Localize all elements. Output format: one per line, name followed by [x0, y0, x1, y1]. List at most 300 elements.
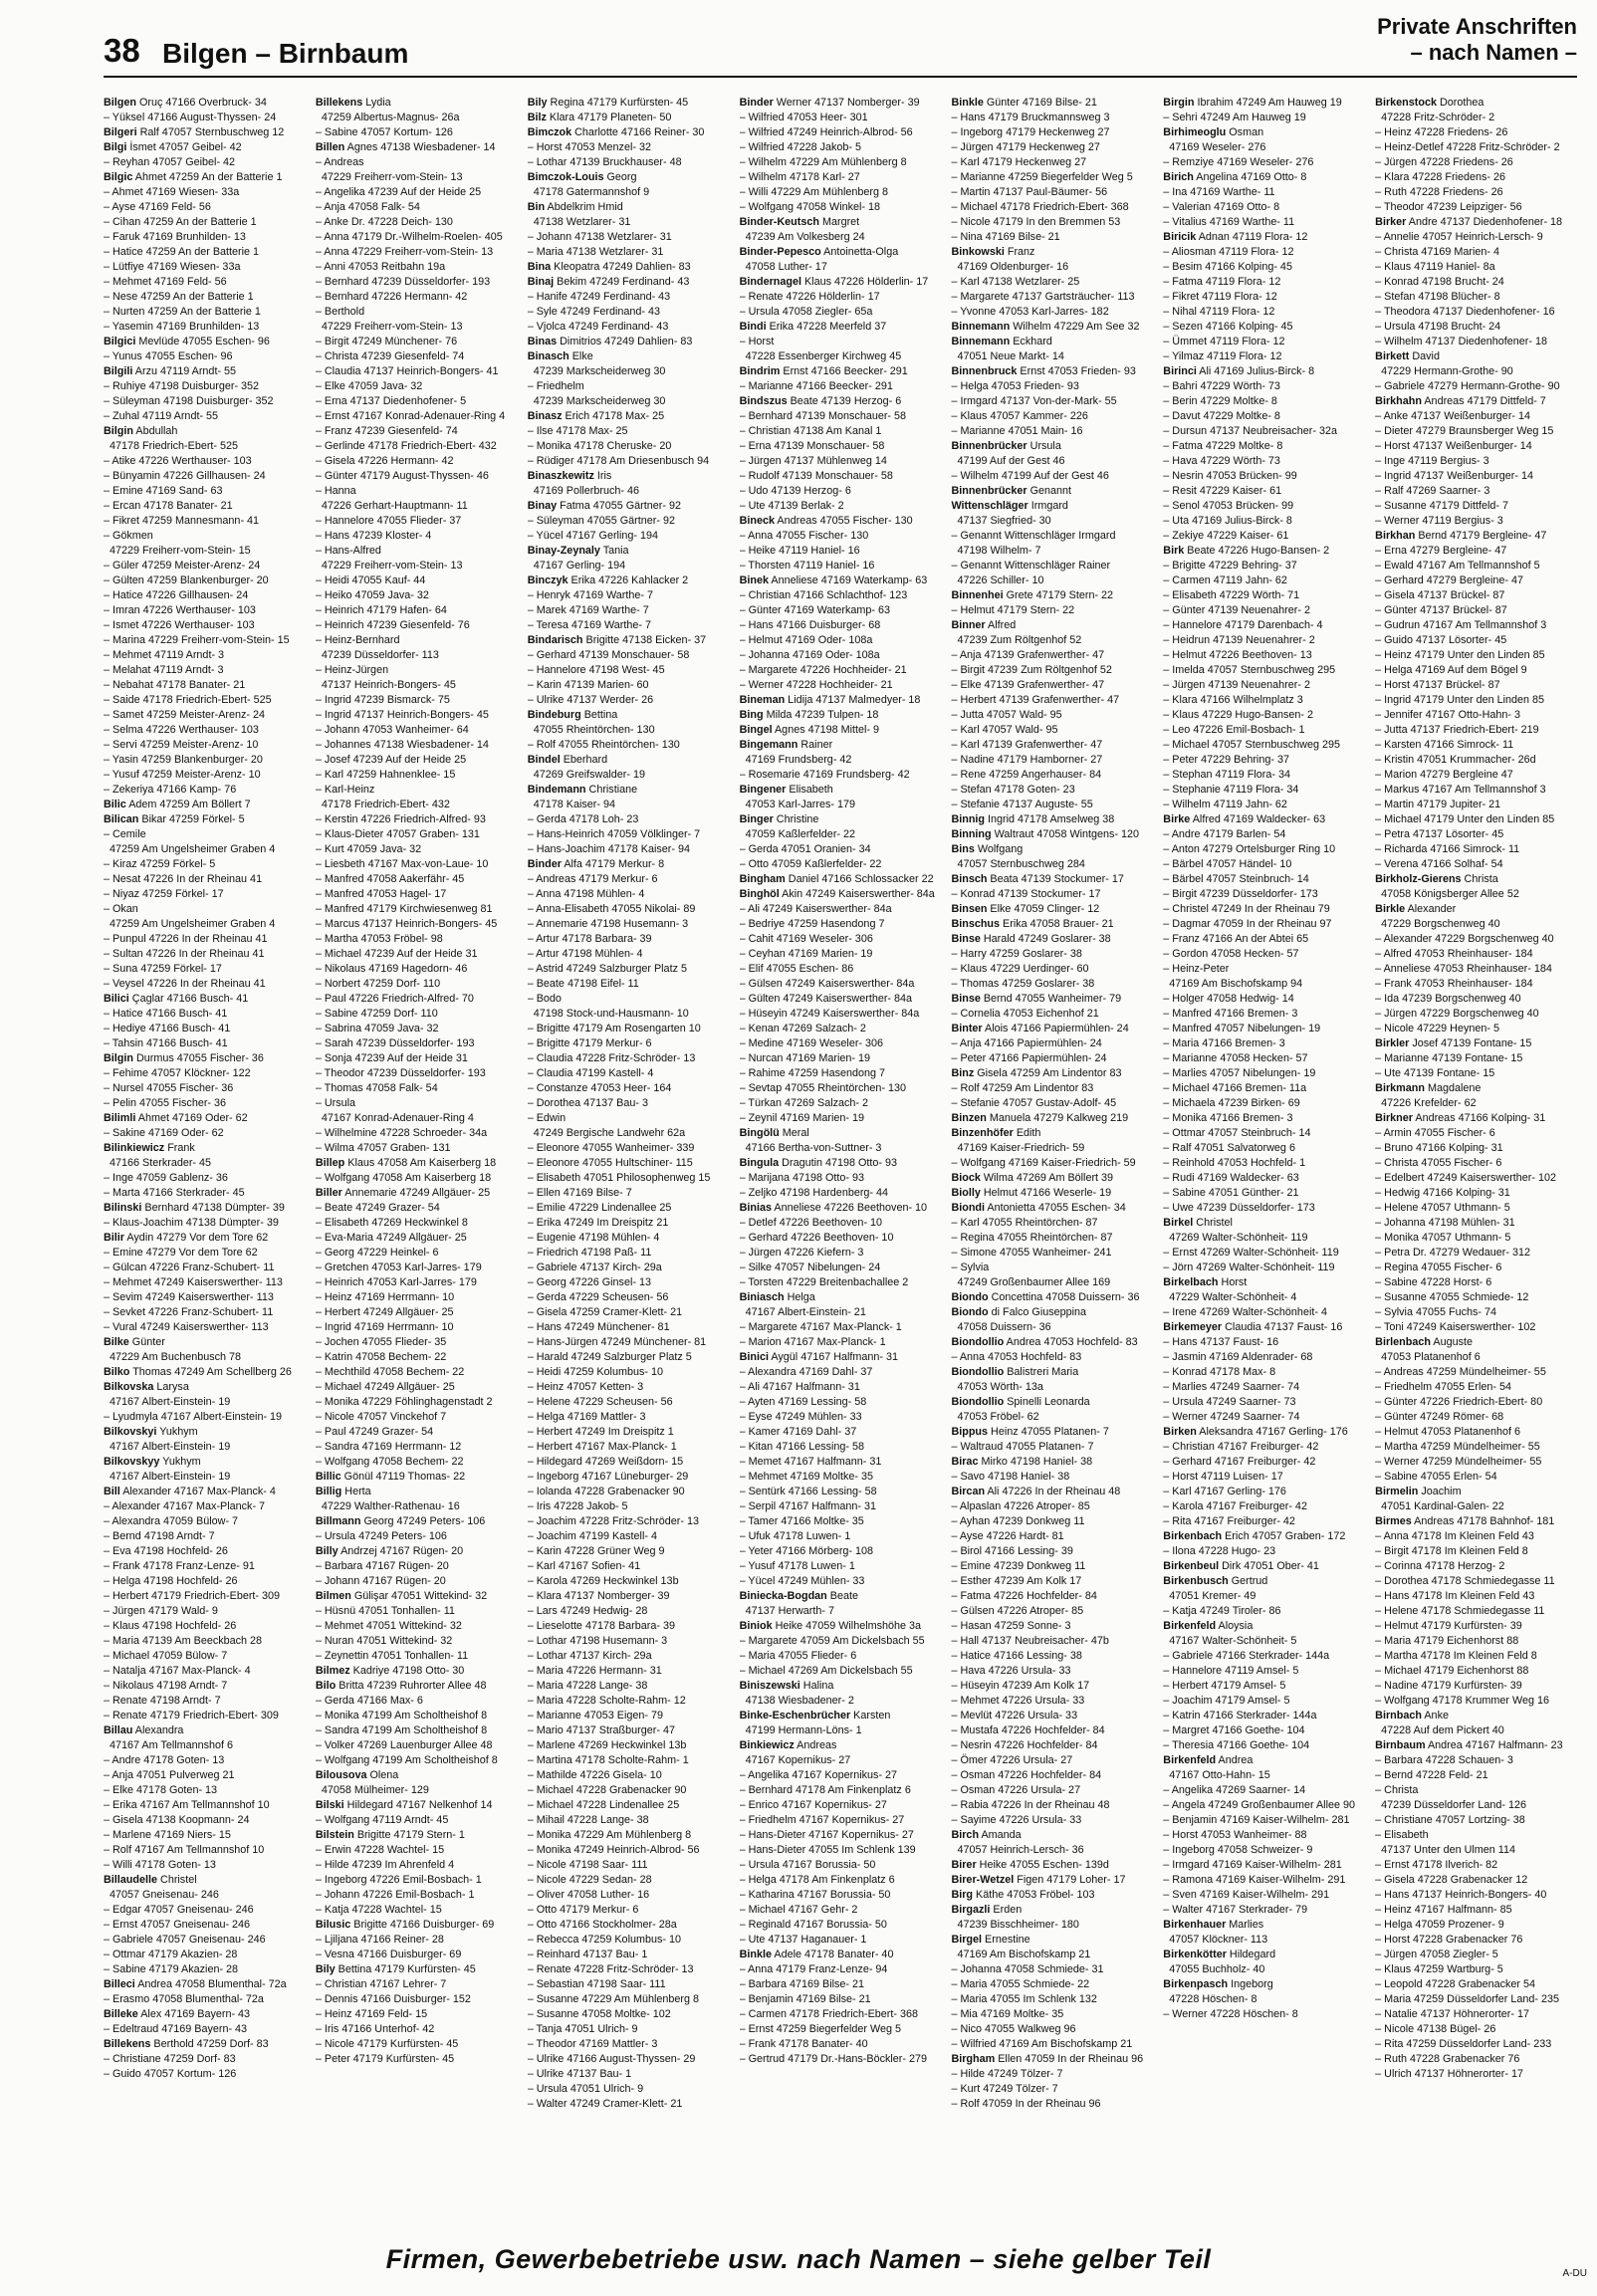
directory-entry: Bilkovska Larysa [104, 1381, 189, 1393]
directory-entry: – Andre 47179 Barlen- 54 [1163, 828, 1286, 840]
directory-entry: 47269 Walter-Schönheit- 119 [1169, 1232, 1308, 1244]
directory-entry: – Imran 47226 Werthauser- 103 [104, 604, 256, 616]
directory-entry: – Harry 47259 Goslarer- 38 [951, 948, 1082, 960]
directory-entry: Birkle Alexander [1375, 903, 1457, 915]
directory-entry: – Süleyman 47198 Duisburger- 352 [104, 395, 274, 407]
directory-entry: – Willi 47178 Goten- 13 [104, 1859, 216, 1871]
directory-entry: – Ottmar 47179 Akazien- 28 [104, 1949, 238, 1960]
directory-entry: Birkenbeul Dirk 47051 Ober- 41 [1163, 1560, 1319, 1572]
directory-entry: – Natalie 47137 Höhnerorter- 17 [1375, 2008, 1530, 2020]
directory-entry: – Konrad 47178 Max- 8 [1163, 1366, 1276, 1378]
directory-entry: Biock Wilma 47269 Am Böllert 39 [951, 1172, 1114, 1184]
directory-entry: – Annemarie 47198 Husemann- 3 [527, 918, 689, 930]
footer-note: Firmen, Gewerbebetriebe usw. nach Namen – siehe gelber Teil [385, 2244, 1212, 2274]
directory-entry: – Genannt Wittenschläger Rainer [951, 560, 1111, 572]
directory-entry: – Konrad 47198 Brucht- 24 [1375, 276, 1504, 288]
directory-entry: Birkhan Bernd 47179 Bergleine- 47 [1375, 530, 1547, 542]
directory-entry: – Karl-Heinz [315, 784, 375, 796]
directory-entry: Biniasch Helga [739, 1291, 815, 1303]
directory-entry: – Hans 47249 Münchener- 81 [527, 1321, 670, 1333]
directory-entry: – Ina 47169 Warthe- 11 [1163, 186, 1275, 198]
directory-entry: 47058 Mülheimer- 129 [321, 1784, 429, 1796]
directory-entry: Birkelbach Horst [1163, 1276, 1248, 1288]
directory-entry: – Susanne 47058 Moltke- 102 [527, 2008, 671, 2020]
directory-entry: – Ursula 47167 Borussia- 50 [739, 1859, 876, 1871]
directory-entry: 47229 Am Buchenbusch 78 [110, 1351, 242, 1363]
directory-entry: Bin Abdelkrim Hmid [527, 201, 623, 213]
directory-entry: – Werner 47119 Bergius- 3 [1375, 515, 1503, 527]
directory-entry: – Hans 47166 Duisburger- 68 [739, 619, 881, 631]
directory-entry: – Nesat 47226 In der Rheinau 41 [104, 873, 263, 885]
directory-entry: – Klaus 47259 Wartburg- 5 [1375, 1963, 1503, 1975]
directory-entry: 47226 Krefelder- 62 [1381, 1097, 1477, 1109]
directory-entry: – Ruth 47228 Friedens- 26 [1375, 186, 1503, 198]
directory-entry: – Bernd 47228 Feld- 21 [1375, 1769, 1488, 1781]
directory-entry: – Heinz-Peter [1163, 963, 1230, 975]
directory-entry: – Nico 47055 Walkweg 96 [951, 2023, 1076, 2035]
directory-entry: – Ramona 47169 Kaiser-Wilhelm- 291 [1163, 1874, 1346, 1886]
directory-entry: Binkowski Franz [951, 246, 1035, 258]
directory-entry: – Friedhelm 47055 Erlen- 54 [1375, 1381, 1511, 1393]
directory-entry: – Erika 47167 Am Tellmannshof 10 [104, 1799, 270, 1811]
directory-entry: – Karl 47179 Heckenweg 27 [951, 156, 1087, 168]
directory-entry: – Henryk 47169 Warthe- 7 [527, 589, 653, 601]
directory-entry: 47239 Düsseldorfer Land- 126 [1381, 1799, 1527, 1811]
directory-entry: – Christa 47239 Giesenfeld- 74 [315, 350, 465, 362]
directory-entry: – Eleonore 47055 Hultschiner- 115 [527, 1157, 693, 1169]
directory-entry: – Vural 47249 Kaiserswerther- 113 [104, 1321, 269, 1333]
directory-entry: 47051 Kremer- 49 [1169, 1590, 1256, 1602]
directory-entry: – Hans-Alfred [315, 545, 381, 557]
directory-entry: – Claudia 47199 Kastell- 4 [527, 1067, 654, 1079]
directory-entry: – Ingrid 47137 Weißenburger- 14 [1375, 470, 1534, 482]
directory-entry: – Markus 47167 Am Tellmannshof 3 [1375, 784, 1546, 796]
directory-entry: Birhimeoglu Osman [1163, 126, 1264, 138]
directory-entry: – Wilhelm 47119 Jahn- 62 [1163, 799, 1287, 810]
directory-entry: – Ralf 47051 Salvatorweg 6 [1163, 1142, 1295, 1154]
directory-entry: 47199 Auf der Gest 46 [957, 455, 1065, 467]
directory-entry: 47057 Heinrich-Lersch- 36 [957, 1844, 1084, 1856]
directory-entry: Binaj Bekim 47249 Ferdinand- 43 [527, 276, 690, 288]
directory-entry: – Dennis 47166 Duisburger- 152 [315, 1993, 471, 2005]
directory-entry: Birkel Christel [1163, 1217, 1233, 1229]
directory-entry: 47167 Kopernikus- 27 [745, 1754, 851, 1766]
directory-entry: 47249 Großenbaumer Allee 169 [957, 1276, 1111, 1288]
directory-entry: – Eva-Maria 47249 Allgäuer- 25 [315, 1232, 467, 1244]
directory-entry: – Heinz-Jürgen [315, 664, 389, 676]
directory-entry: – Stephanie 47119 Flora- 34 [1163, 784, 1299, 796]
directory-entry: – Zeynettin 47051 Tonhallen- 11 [315, 1650, 469, 1662]
directory-entry: – Helmut 47053 Platanenhof 6 [1375, 1426, 1521, 1438]
directory-entry: – Ruhiye 47198 Duisburger- 352 [104, 380, 260, 392]
directory-entry: – Wilhelmine 47228 Schroeder- 34a [315, 1127, 488, 1139]
directory-entry: Binias Anneliese 47226 Beethoven- 10 [739, 1202, 928, 1214]
directory-entry: Biricik Adnan 47119 Flora- 12 [1163, 231, 1308, 243]
directory-entry: – Marion 47279 Bergleine 47 [1375, 769, 1513, 781]
directory-entry: – Hannelore 47179 Darenbach- 4 [1163, 619, 1323, 631]
directory-entry: Birgham Ellen 47059 In der Rheinau 96 [951, 2053, 1144, 2065]
directory-entry: Binnenbrücker Genannt [951, 485, 1072, 497]
directory-entry: Biondo di Falco Giuseppina [951, 1306, 1087, 1318]
directory-entry: – Helga 47053 Frieden- 93 [951, 380, 1079, 392]
directory-entry: – Ingrid 47239 Bismarck- 75 [315, 694, 450, 706]
directory-entry: – Karl 47139 Grafenwerther- 47 [951, 739, 1103, 751]
directory-entry: Bilinkiewicz Frank [104, 1142, 195, 1154]
directory-entry: – Iolanda 47228 Grabenacker 90 [527, 1486, 685, 1497]
directory-entry: – Kerstin 47226 Friedrich-Alfred- 93 [315, 813, 486, 825]
directory-entry: – Lütfiye 47169 Wiesen- 33a [104, 261, 241, 273]
directory-entry: – Anna 47053 Hochfeld- 83 [951, 1351, 1082, 1363]
directory-entry: – Anna-Elisabeth 47055 Nikolai- 89 [527, 903, 696, 915]
directory-entry: – Mehmet 47249 Kaiserswerther- 113 [104, 1276, 283, 1288]
directory-entry: – Manfred 47058 Aakerfähr- 45 [315, 873, 465, 885]
directory-entry: Biniok Heike 47059 Wilhelmshöhe 3a [739, 1620, 922, 1632]
directory-entry: – Marlene 47269 Heckwinkel 13b [527, 1739, 687, 1751]
directory-entry: – Hans 47137 Faust- 16 [1163, 1336, 1279, 1348]
directory-entry: – Christa [1375, 1784, 1419, 1796]
directory-entry: Bindemann Christiane [527, 784, 638, 796]
directory-entry: – Herbert 47249 Im Dreispitz 1 [527, 1426, 674, 1438]
directory-entry: Bilic Adem 47259 Am Böllert 7 [104, 799, 251, 810]
directory-entry: Bilimli Ahmet 47169 Oder- 62 [104, 1112, 248, 1124]
directory-entry: – Anja 47058 Falk- 54 [315, 201, 420, 213]
directory-entry: – Remziye 47169 Weseler- 276 [1163, 156, 1314, 168]
directory-entry: – Wolfgang 47169 Kaiser-Friedrich- 59 [951, 1157, 1136, 1169]
directory-entry: – Monika 47229 Am Mühlenberg 8 [527, 1829, 692, 1841]
directory-entry: Bilici Çaglar 47166 Busch- 41 [104, 993, 249, 1005]
directory-entry: – Barbara 47167 Rügen- 20 [315, 1560, 449, 1572]
directory-entry: – Anna 47179 Franz-Lenze- 94 [739, 1963, 888, 1975]
directory-entry: 47229 Freiherr-vom-Stein- 15 [110, 545, 251, 557]
directory-entry: – Rudolf 47139 Monschauer- 58 [739, 470, 893, 482]
directory-entry: – Vitalius 47169 Warthe- 11 [1163, 216, 1295, 228]
directory-entry: – Walter 47249 Cramer-Klett- 21 [527, 2098, 683, 2110]
directory-entry: 47259 Albertus-Magnus- 26a [321, 112, 460, 123]
directory-entry: Binse Harald 47249 Goslarer- 38 [951, 933, 1111, 945]
directory-entry: – Josef 47239 Auf der Heide 25 [315, 754, 467, 766]
directory-entry: – Marion 47167 Max-Planck- 1 [739, 1336, 886, 1348]
directory-entry: – Rosemarie 47169 Frundsberg- 42 [739, 769, 910, 781]
directory-entry: – Bernhard 47139 Monschauer- 58 [739, 410, 907, 422]
directory-entry: Biondollio Spinelli Leonarda [951, 1396, 1090, 1408]
directory-entry: Bippus Heinz 47055 Platanen- 7 [951, 1426, 1109, 1438]
directory-entry: – Armin 47055 Fischer- 6 [1375, 1127, 1495, 1139]
directory-entry: Binzenhöfer Edith [951, 1127, 1041, 1139]
directory-entry: – Jochen 47055 Flieder- 35 [315, 1336, 447, 1348]
directory-entry: – Yücel 47249 Mühlen- 33 [739, 1575, 865, 1587]
directory-entry: 47269 Greifswalder- 19 [533, 769, 645, 781]
directory-entry: 47239 Markscheiderweg 30 [533, 395, 666, 407]
directory-entry: – Horst 47053 Wanheimer- 88 [1163, 1829, 1307, 1841]
directory-entry: – Sabine 47055 Erlen- 54 [1375, 1471, 1497, 1483]
directory-entry: – Davut 47229 Moltke- 8 [1163, 410, 1280, 422]
directory-entry: 47057 Klöckner- 113 [1169, 1934, 1268, 1946]
directory-entry: – Klaus 47119 Haniel- 8a [1375, 261, 1495, 273]
directory-entry: – Ernst 47269 Walter-Schönheit- 119 [1163, 1247, 1339, 1259]
directory-entry: Birkhahn Andreas 47179 Dittfeld- 7 [1375, 395, 1546, 407]
directory-entry: – Christa 47055 Fischer- 6 [1375, 1157, 1502, 1169]
directory-entry: – Hatice 47166 Lessing- 38 [951, 1650, 1082, 1662]
directory-entry: – Elisabeth [1375, 1829, 1429, 1841]
directory-entry: Bilo Britta 47239 Ruhrorter Allee 48 [315, 1680, 487, 1692]
directory-entry: – Michaela 47239 Birken- 69 [1163, 1097, 1300, 1109]
footer-code: A-DU [1562, 2268, 1587, 2279]
directory-entry: – Ellen 47169 Bilse- 7 [527, 1187, 632, 1199]
directory-entry: – Marianne 47053 Eigen- 79 [527, 1710, 663, 1722]
directory-entry: – Emilie 47229 Lindenallee 25 [527, 1202, 672, 1214]
directory-entry: – Ernst 47178 Ilverich- 82 [1375, 1859, 1498, 1871]
directory-entry: – Jörn 47269 Walter-Schönheit- 119 [1163, 1262, 1335, 1273]
directory-entry: Birkholz-Gierens Christa [1375, 873, 1498, 885]
directory-entry: – Martha 47053 Fröbel- 98 [315, 933, 443, 945]
directory-entry: Biondo Concettina 47058 Duissern- 36 [951, 1291, 1140, 1303]
directory-entry: 47239 Zum Röltgenhof 52 [957, 634, 1082, 646]
directory-entry: 47169 Oldenburger- 16 [957, 261, 1069, 273]
directory-entry: Binnemann Eckhard [951, 336, 1052, 347]
directory-entry: Bing Milda 47239 Tulpen- 18 [739, 709, 879, 721]
directory-entry: – Ernst 47259 Biegerfelder Weg 5 [739, 2023, 902, 2035]
directory-entry: 47167 Otto-Hahn- 15 [1169, 1769, 1270, 1781]
directory-entry: – Senol 47053 Brücken- 99 [1163, 500, 1294, 512]
directory-entry: – Ulrike 47137 Werder- 26 [527, 694, 654, 706]
directory-entry: – Ahmet 47169 Wiesen- 33a [104, 186, 240, 198]
directory-entry: 47169 Am Bischofskamp 21 [957, 1949, 1091, 1960]
directory-entry: – Angela 47249 Großenbaumer Allee 90 [1163, 1799, 1355, 1811]
directory-entry: Bineman Lidija 47137 Malmedyer- 18 [739, 694, 921, 706]
directory-entry: – Ute 47139 Berlak- 2 [739, 500, 844, 512]
directory-entry: Bilstein Brigitte 47179 Stern- 1 [315, 1829, 465, 1841]
directory-entry: – Gerda 47229 Scheusen- 56 [527, 1291, 669, 1303]
directory-entry: Binnenhei Grete 47179 Stern- 22 [951, 589, 1114, 601]
directory-entry: – Ali 47249 Kaiserswerther- 84a [739, 903, 892, 915]
directory-entry: – Heiko 47059 Java- 32 [315, 589, 429, 601]
directory-entry: – Thomas 47259 Goslarer- 38 [951, 978, 1095, 990]
directory-entry: Binkiewicz Andreas [739, 1739, 837, 1751]
directory-entry: – Ilse 47178 Max- 25 [527, 425, 628, 437]
directory-entry: Birkler Josef 47139 Fontane- 15 [1375, 1037, 1532, 1049]
directory-entry: Birkenhauer Marlies [1163, 1919, 1264, 1931]
directory-entry: – Monika 47057 Uthmann- 5 [1375, 1232, 1511, 1244]
directory-entry: – Renate 47198 Arndt- 7 [104, 1695, 221, 1707]
directory-entry: – Michael 47179 Eichenhorst 88 [1375, 1665, 1529, 1677]
directory-entry: – Regina 47055 Rheintörchen- 87 [951, 1232, 1113, 1244]
directory-entry: – Helmut 47169 Oder- 108a [739, 634, 873, 646]
directory-entry: – Alexandra 47059 Bülow- 7 [104, 1515, 239, 1527]
directory-entry: – Paul 47226 Friedrich-Alfred- 70 [315, 993, 474, 1005]
directory-entry: Binder-Keutsch Margret [739, 216, 860, 228]
directory-entry: – Yeter 47166 Mörberg- 108 [739, 1545, 874, 1557]
directory-entry: – Renate 47179 Friedrich-Ebert- 309 [104, 1710, 279, 1722]
directory-entry: – Medine 47169 Weseler- 306 [739, 1037, 884, 1049]
directory-entry: – Gabriele 47166 Sterkrader- 144a [1163, 1650, 1330, 1662]
directory-entry: 47239 Bisschheimer- 180 [957, 1919, 1079, 1931]
directory-entry: – Christiane 47057 Lortzing- 38 [1375, 1814, 1525, 1826]
directory-entry: Binger Christine [739, 813, 819, 825]
directory-entry: – Bernd 47198 Arndt- 7 [104, 1530, 215, 1542]
directory-entry: – Carmen 47178 Friedrich-Ebert- 368 [739, 2008, 919, 2020]
directory-entry: – Dagmar 47059 In der Rheinau 97 [1163, 918, 1332, 930]
directory-entry: – Helmut 47179 Stern- 22 [951, 604, 1075, 616]
directory-entry: Binaszkewitz Iris [527, 470, 612, 482]
directory-entry: – Wilhelm 47229 Am Mühlenberg 8 [739, 156, 907, 168]
directory-entry: 47228 Fritz-Schröder- 2 [1381, 112, 1495, 123]
directory-entry: – Michael 47167 Gehr- 2 [739, 1904, 858, 1916]
directory-entry: – Ewald 47167 Am Tellmannshof 5 [1375, 560, 1540, 572]
directory-entry: – Erwin 47228 Wachtel- 15 [315, 1844, 445, 1856]
directory-entry: – Inge 47119 Bergius- 3 [1375, 455, 1489, 467]
directory-entry: – Yasin 47259 Blankenburger- 20 [104, 754, 263, 766]
directory-entry: – Gerhard 47279 Bergleine- 47 [1375, 574, 1524, 586]
directory-entry: 47226 Schiller- 10 [957, 574, 1044, 586]
directory-entry: – Marianne 47166 Beecker- 291 [739, 380, 893, 392]
directory-entry: Bingölü Meral [739, 1127, 809, 1139]
directory-entry: – Werner 47228 Hochheider- 21 [739, 679, 893, 691]
directory-entry: – Georg 47229 Heinkel- 6 [315, 1247, 439, 1259]
directory-entry: Binder Alfa 47179 Merkur- 8 [527, 858, 665, 870]
directory-entry: – Sven 47169 Kaiser-Wilhelm- 291 [1163, 1889, 1330, 1901]
directory-entry: – Sentürk 47166 Lessing- 58 [739, 1486, 877, 1497]
directory-entry: – Zekiye 47229 Kaiser- 61 [1163, 530, 1289, 542]
directory-entry: Bilkovskyi Yukhym [104, 1426, 198, 1438]
directory-column [316, 96, 522, 2234]
directory-entry: – Klara 47137 Nomberger- 39 [527, 1590, 670, 1602]
directory-entry: – Vjolca 47249 Ferdinand- 43 [527, 321, 669, 333]
directory-entry: – Nina 47169 Bilse- 21 [951, 231, 1060, 243]
directory-entry: 47169 Am Bischofskamp 94 [1169, 978, 1303, 990]
directory-entry: – Franz 47239 Giesenfeld- 74 [315, 425, 458, 437]
directory-entry: Birac Mirko 47198 Haniel- 38 [951, 1456, 1093, 1468]
directory-entry: 47199 Hermann-Löns- 1 [745, 1724, 862, 1736]
directory-entry: – Jürgen 47137 Mühlenweg 14 [739, 455, 887, 467]
directory-entry: – Brigitte 47179 Am Rosengarten 10 [527, 1023, 701, 1034]
directory-entry: Birken Aleksandra 47167 Gerling- 176 [1163, 1426, 1348, 1438]
directory-entry: – Cihan 47259 An der Batterie 1 [104, 216, 257, 228]
directory-entry: – Heike 47119 Haniel- 16 [739, 545, 860, 557]
directory-entry: – Andreas 47179 Merkur- 6 [527, 873, 658, 885]
directory-entry: – Bärbel 47057 Händel- 10 [1163, 858, 1292, 870]
directory-entry: – Esther 47239 Am Kolk 17 [951, 1575, 1082, 1587]
directory-entry: Bilko Thomas 47249 Am Schellberg 26 [104, 1366, 292, 1378]
directory-entry: – Punpul 47226 In der Rheinau 41 [104, 933, 268, 945]
directory-entry: – Theodor 47239 Leipziger- 56 [1375, 201, 1522, 213]
directory-entry: Bilousova Olena [315, 1769, 399, 1781]
directory-entry: Binas Dimitrios 47249 Dahlien- 83 [527, 336, 693, 347]
directory-entry: – Theodor 47169 Mattler- 3 [527, 2038, 658, 2050]
directory-entry: – Osman 47226 Ursula- 27 [951, 1784, 1081, 1796]
directory-entry: – Ismet 47226 Werthauser- 103 [104, 619, 255, 631]
directory-entry: – Savo 47198 Haniel- 38 [951, 1471, 1070, 1483]
directory-entry: 47053 Platanenhof 6 [1381, 1351, 1481, 1363]
directory-entry: – Wilfried 47249 Heinrich-Albrod- 56 [739, 126, 913, 138]
directory-entry: – Edelbert 47249 Kaiserswerther- 102 [1375, 1172, 1557, 1184]
directory-entry: – Wilfried 47169 Am Bischofskamp 21 [951, 2038, 1133, 2050]
directory-entry: – Helene 47178 Schmiedegasse 11 [1375, 1605, 1545, 1617]
directory-entry: – Anneliese 47053 Rheinhauser- 184 [1375, 963, 1552, 975]
directory-entry: Birkenbach Erich 47057 Graben- 172 [1163, 1530, 1346, 1542]
directory-entry: Binek Anneliese 47169 Waterkamp- 63 [739, 574, 928, 586]
directory-entry: 47229 Freiherr-vom-Stein- 13 [321, 560, 463, 572]
directory-entry: Birer-Wetzel Figen 47179 Loher- 17 [951, 1874, 1126, 1886]
directory-entry: – Paul 47249 Grazer- 54 [315, 1426, 434, 1438]
directory-entry: – Peter 47179 Kurfürsten- 45 [315, 2053, 455, 2065]
directory-entry: – Günter 47139 Neuenahrer- 2 [1163, 604, 1310, 616]
directory-entry: – Martin 47137 Paul-Bäumer- 56 [951, 186, 1108, 198]
directory-entry: – Reyhan 47057 Geibel- 42 [104, 156, 236, 168]
directory-entry: – Ulrike 47166 August-Thyssen- 29 [527, 2053, 696, 2065]
directory-entry: – Detlef 47226 Beethoven- 10 [739, 1217, 883, 1229]
directory-entry: – Okan [104, 903, 138, 915]
directory-entry: – Nicole 47057 Vinckehof 7 [315, 1411, 447, 1423]
directory-entry: – Karola 47167 Freiburger- 42 [1163, 1500, 1307, 1512]
directory-entry: – Georg 47226 Ginsel- 13 [527, 1276, 651, 1288]
directory-entry: – Peter 47166 Papiermühlen- 24 [951, 1052, 1107, 1064]
directory-entry: – Rita 47259 Düsseldorfer Land- 233 [1375, 2038, 1552, 2050]
directory-entry: – Joachim 47199 Kastell- 4 [527, 1530, 657, 1542]
directory-entry: – Zekeriya 47166 Kamp- 76 [104, 784, 237, 796]
directory-entry: – Klara 47228 Friedens- 26 [1375, 171, 1505, 183]
directory-entry: – Yasemin 47169 Brunhilden- 13 [104, 321, 260, 333]
directory-entry: – Anna 47179 Dr.-Wilhelm-Roelen- 405 [315, 231, 503, 243]
directory-entry: – Birol 47166 Lessing- 39 [951, 1545, 1073, 1557]
directory-entry: – Heinz 47228 Friedens- 26 [1375, 126, 1508, 138]
directory-entry: – Erasmo 47058 Blumenthal- 72a [104, 1993, 264, 2005]
directory-entry: – Sabine 47179 Akazien- 28 [104, 1963, 239, 1975]
directory-entry: – Edeltraud 47169 Bayern- 43 [104, 2023, 248, 2035]
directory-entry: – Brigitte 47229 Behring- 37 [1163, 560, 1297, 572]
directory-entry: – Wolfgang 47178 Krummer Weg 16 [1375, 1695, 1550, 1707]
directory-entry: – Alexander 47229 Borgschenweg 40 [1375, 933, 1554, 945]
directory-entry: – Klaus-Dieter 47057 Graben- 131 [315, 828, 480, 840]
directory-entry: Bilir Aydin 47279 Vor dem Tore 62 [104, 1232, 269, 1244]
directory-entry: – Gülsen 47249 Kaiserswerther- 84a [739, 978, 915, 990]
directory-entry: 47198 Stock-und-Hausmann- 10 [533, 1008, 689, 1020]
directory-entry: – Bärbel 47057 Steinbruch- 14 [1163, 873, 1309, 885]
directory-entry: – Gabriele 47057 Gneisenau- 246 [104, 1934, 266, 1946]
directory-entry: – Berthold [315, 306, 365, 318]
directory-entry: – Anna 47198 Mühlen- 4 [527, 888, 645, 900]
directory-entry: Binsen Elke 47059 Clinger- 12 [951, 903, 1100, 915]
directory-column [528, 96, 734, 2234]
directory-entry: – Konrad 47139 Stockumer- 17 [951, 888, 1101, 900]
directory-entry: – Karl 47167 Sofien- 41 [527, 1560, 641, 1572]
directory-entry: – Anna 47178 Im Kleinen Feld 43 [1375, 1530, 1534, 1542]
directory-entry: Billaudelle Christel [104, 1874, 197, 1886]
directory-entry: – Susanne 47179 Dittfeld- 7 [1375, 500, 1509, 512]
directory-entry: 47229 Walter-Schönheit- 4 [1169, 1291, 1297, 1303]
directory-entry: – Fatma 47119 Flora- 12 [1163, 276, 1281, 288]
directory-entry: – Manfred 47057 Nibelungen- 19 [1163, 1023, 1321, 1034]
directory-entry: – Samet 47259 Meister-Arenz- 24 [104, 709, 266, 721]
directory-entry: 47167 Albert-Einstein- 19 [110, 1441, 231, 1453]
directory-entry: – Gerlinde 47178 Friedrich-Ebert- 432 [315, 440, 497, 452]
directory-entry: – Sultan 47226 In der Rheinau 41 [104, 948, 265, 960]
directory-entry: Bircan Ali 47226 In der Rheinau 48 [951, 1486, 1121, 1497]
directory-entry: – Richarda 47166 Simrock- 11 [1375, 843, 1520, 855]
directory-entry: 47226 Gerhart-Hauptmann- 11 [321, 500, 468, 512]
directory-entry: – Barbara 47169 Bilse- 21 [739, 1978, 865, 1990]
directory-entry: – Natalja 47167 Max-Planck- 4 [104, 1665, 251, 1677]
directory-entry: 47051 Kardinal-Galen- 22 [1381, 1500, 1504, 1512]
directory-entry: Birgin Ibrahim 47249 Am Hauweg 19 [1163, 97, 1342, 109]
directory-entry: – Hatice 47259 An der Batterie 1 [104, 246, 260, 258]
page-header [0, 0, 1597, 78]
directory-entry: – Kamer 47169 Dahl- 37 [739, 1426, 857, 1438]
directory-entry: – Margret 47166 Goethe- 104 [1163, 1724, 1305, 1736]
directory-entry: – Christian 47138 Am Kanal 1 [739, 425, 882, 437]
directory-entry: – Eva 47198 Hochfeld- 26 [104, 1545, 228, 1557]
directory-entry: 47053 Wörth- 13a [957, 1381, 1043, 1393]
directory-entry: – Monika 47249 Heinrich-Albrod- 56 [527, 1844, 700, 1856]
